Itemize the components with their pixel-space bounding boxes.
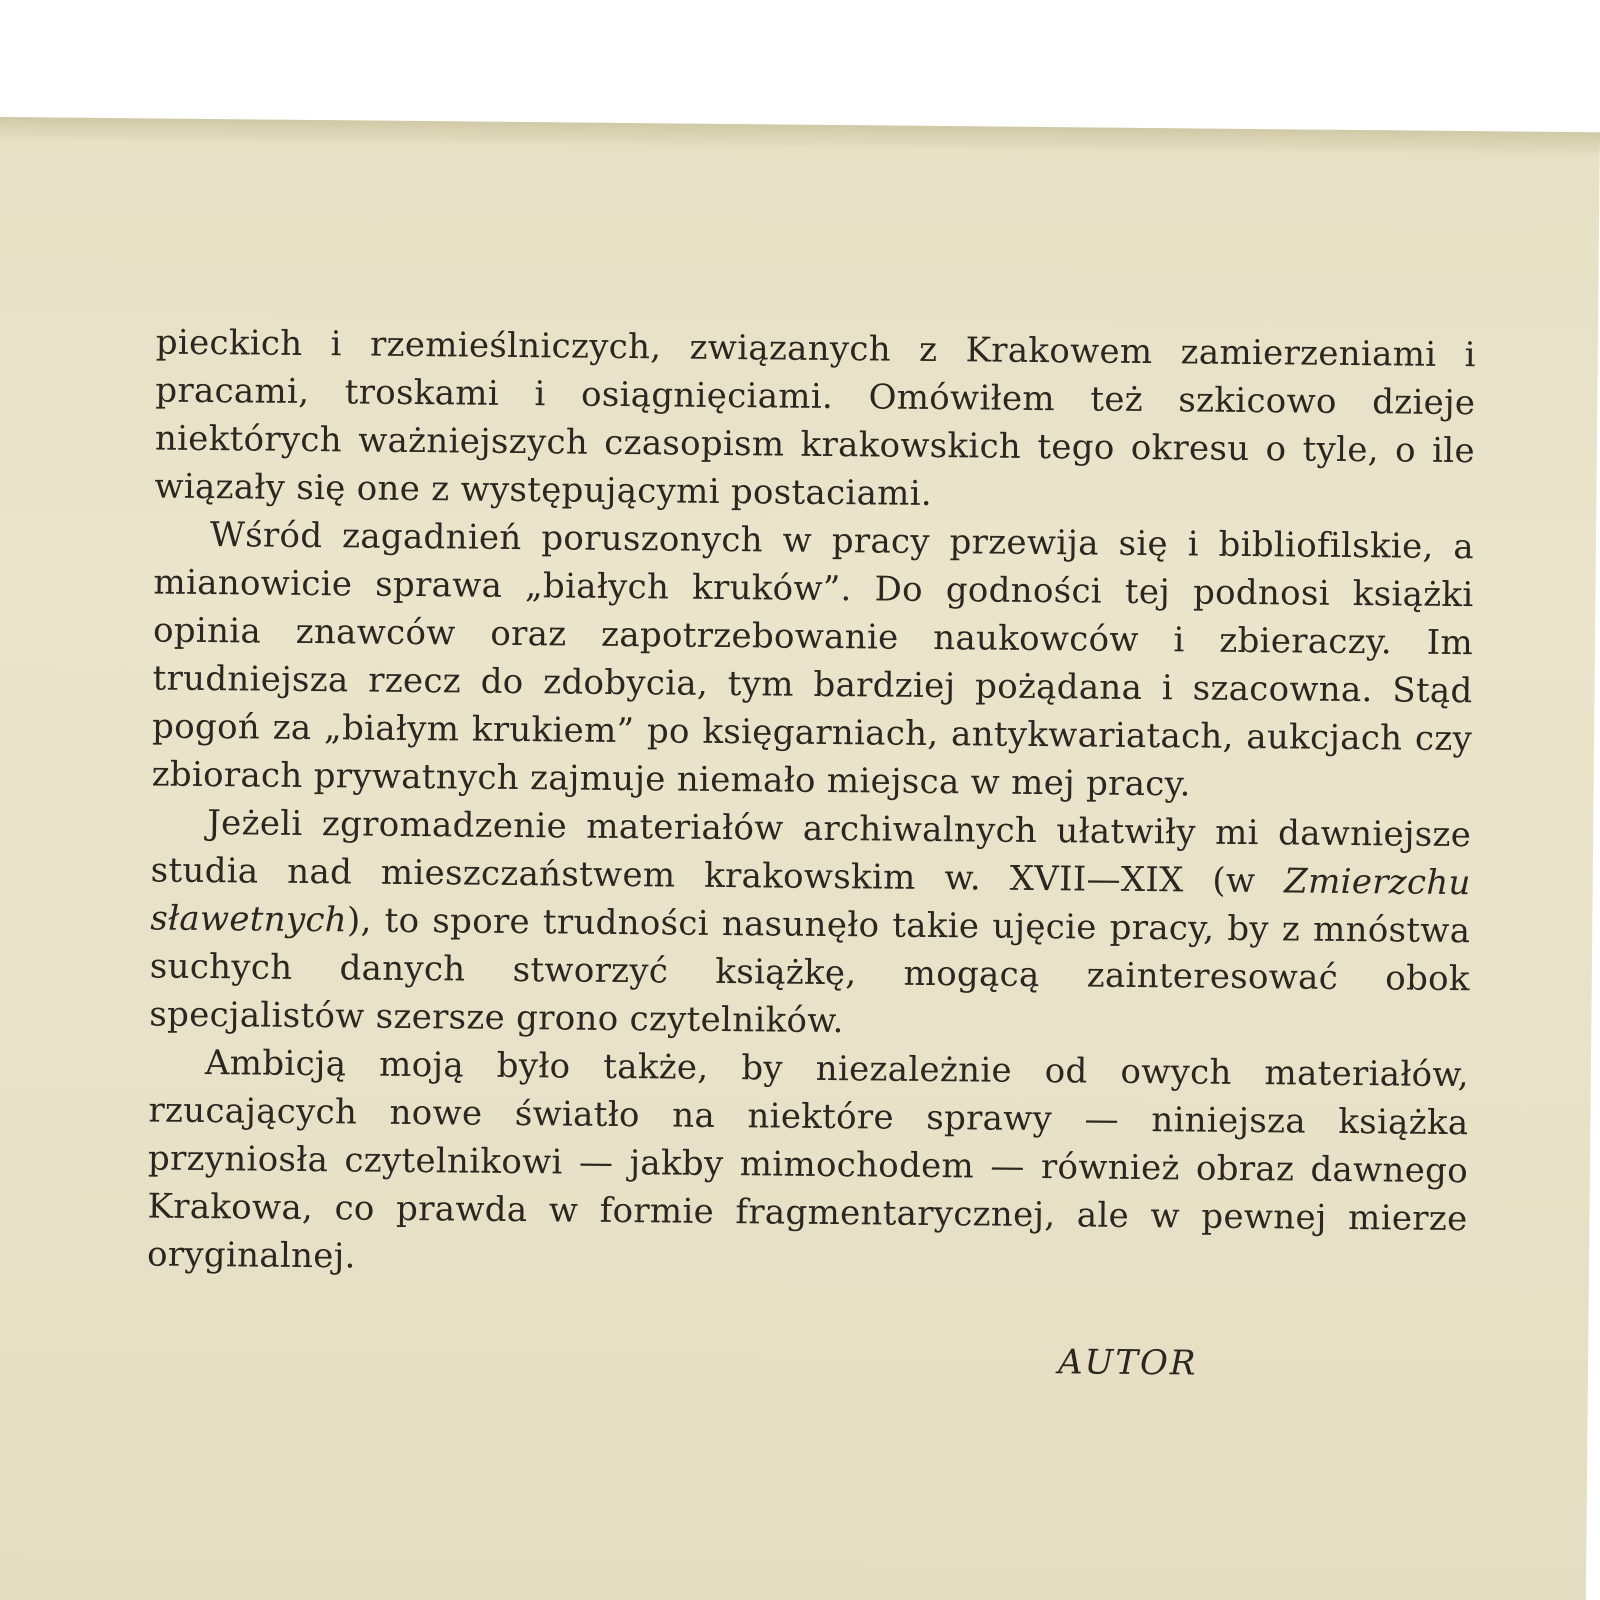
paragraph-3-start: Jeżeli zgromadzenie materiałów archiwalnych ułatwiły mi dawniejsze studia nad mieszczaństwem krakowskim w. XVII—XIX (w: [150, 803, 1472, 902]
book-page: [0, 117, 1600, 1600]
paragraph-2: Wśród zagadnień poruszonych w pracy przewija się i bibliofilskie, a mianowicie sprawa „białych kruków”. Do godności tej podnosi książki opinia znawców oraz zapotrzebowanie naukowców i zbieraczy. Im trudniejsza rzecz do zdobycia, tym bardziej pożądana i szacowna. Stąd pogoń za „białym krukiem” po księgarniach, antykwariatach, aukcjach czy zbiorach prywatnych zajmuje niemało miejsca w mej pracy.: [151, 515, 1475, 805]
book-title-italic: Zmierzchu sławetnych: [150, 861, 1471, 941]
paragraph-3-end: ), to spore trudności nasunęło takie ujęcie pracy, by z mnóstwa suchych danych stworzyć książkę, mogącą zainteresować obok specjalistów szersze grono czytelników.: [149, 900, 1471, 1042]
paragraph-4: Ambicją moją było także, by niezależnie od owych materiałów, rzucających nowe światło na niektóre sprawy — niniejsza książka przyniosła czytelnikowi — jakby mimochodem — również obraz dawnego Krakowa, co prawda w formie fragmentarycznej, ale w pewnej mierze oryginalnej.: [146, 1043, 1470, 1277]
paragraph-3: [149, 798, 1471, 1051]
body-text: [147, 319, 1476, 1292]
author-signature: AUTOR: [1057, 1342, 1198, 1384]
paragraph-1: pieckich i rzemieślniczych, związanych z Krakowem zamierzeniami i pracami, troskami i osiągnięciami. Omówiłem też szkicowo dzieje niektórych ważniejszych czasopism krakowskich tego okresu o tyle, o ile wiązały się one z występującymi postaciami.: [154, 322, 1476, 514]
page-top-edge: [0, 117, 1600, 154]
